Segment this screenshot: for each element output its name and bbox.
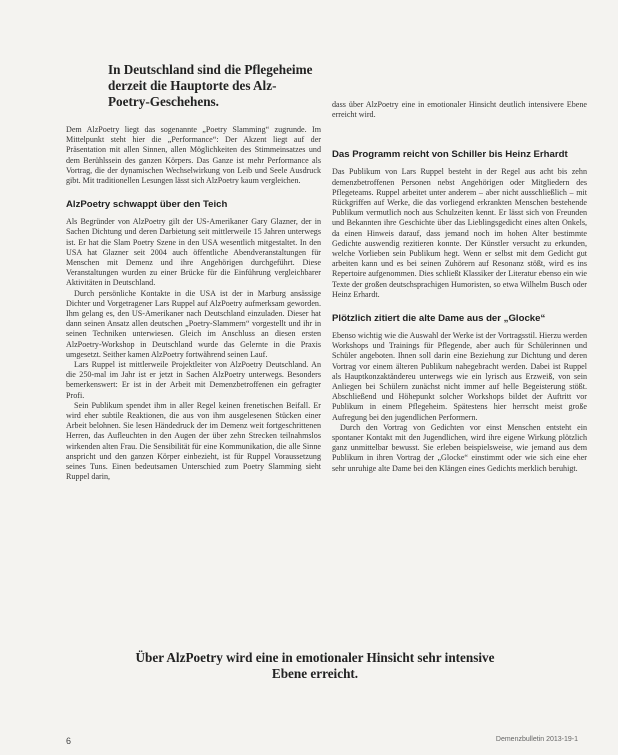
left-column bbox=[66, 125, 321, 483]
paragraph: Sein Publikum spendet ihm in aller Regel keinen frenetischen Beifall. Er wird eher subtile Reaktionen, die aus von ihm ausgelesenen Stücken einer Arbeit belohnen. Sie lesen Händedruck der im Demenz weit fortgeschrittenen Herren, das Aufleuchten in den Augen der über zehn Strecken teilnahmslos wirkenden alten Frau. Die Sensibilität für eine Kommunikation, die alle Sinne anspricht und den ganzen Körper einbezieht, ist für Ruppel Voraussetzung seines Tuns. Einen bedeutsamen Unterschied zum Poetry Slamming sieht Ruppel darin, bbox=[66, 400, 321, 482]
paragraph: Als Begründer von AlzPoetry gilt der US-Amerikaner Gary Glazner, der in Sachen Dichtung und deren Darbietung seit mittlerweile 15 Jahren unterwegs ist. Er hat die Slam Poetry Szene in den USA wesentlich mitgestaltet. In den USA hat Glazner seit 2004 auch öffentliche Abendveranstaltungen für Menschen mit Demenz und ihre Angehörigen durchgeführt. Diese Veranstaltungen wurden zu einer Brücke für die Einführung vergleichbarer Aktivitäten in Deutschland. bbox=[66, 217, 321, 288]
paragraph: Durch persönliche Kontakte in die USA ist der in Marburg ansässige Dichter und Vorgetragener Lars Ruppel auf AlzPoetry aufmerksam geworden. Ihm gelang es, den US-Amerikaner nach Deutschland einzuladen. Dieser hat dann seinen Ansatz allen deutschen „Poetry-Slammern“ vorgestellt und ihr in seinen Techniken unterwiesen. Gleich im Anschluss an diesen ersten AlzPoetry-Workshop in Deutschland wurde das Gelernte in die Praxis umgesetzt. Seither kamen AlzPoetry fortwährend seinen Lauf. bbox=[66, 288, 321, 359]
paragraph: Ebenso wichtig wie die Auswahl der Werke ist der Vortragsstil. Hierzu werden Workshops und Trainings für Pflegende, aber auch für Schülerinnen und Schüler angeboten. Ihnen soll darin eine Beziehung zur Dichtung und deren Vortrag vor einem älteren Publikum nahegebracht werden. Dabei ist Ruppel als Hauptkonzaktändereu unterwegs wie ein lyrisch aus Erzweiß, von sein Anliegen bei Schülern zunächst nicht immer auf helle Begeisterung stößt. Abschließend und Höhepunkt solcher Workshops bildet der Auftritt vor Publikum in einem Pflegeheim. Spätestens hier herrscht meist große Aufregung bei den jugendlichen Performern. bbox=[332, 331, 587, 422]
section-heading-teich: AlzPoetry schwappt über den Teich bbox=[66, 199, 228, 211]
pullquote-bottom: Über AlzPoetry wird eine in emotionaler Hinsicht sehr intensive Ebene erreicht. bbox=[135, 650, 495, 681]
section-heading-glocke: Plötzlich zitiert die alte Dame aus der „Glocke“ bbox=[332, 313, 546, 325]
paragraph: Das Publikum von Lars Ruppel besteht in der Regel aus acht bis zehn demenzbetroffenen Personen nebst Angehörigen oder Mitgliedern des Pflegeteams. Ruppel arbeitet unter anderem – aber nicht ausschließlich – mit Rückgriffen auf Werke, die das vorliegend erkrankten Menschen bestehende Publikum vermutlich noch aus Schulzeiten kennt. Er lässt sich von Freunden und Bekannten ihre Geschichte über das Lieblingsgedicht eines alten Onkels, da einen Hinweis darauf, dass jemand noch im hohen Alter bestimmte Gedichte auswendig rezitieren konnte. Der Künstler versucht zu erkunden, welche Vorlieben sein Publikum hegt. Wenn er selbst mit dem Gedicht gut arbeiten kann und es bei seinen Zuhörern auf Resonanz stößt, wird es ins Repertoire aufgenommen. Dies schließt Klassiker der Literatur ebenso ein wie Texte der großen deutschsprachigen Humoristen, so etwa Wilhelm Busch oder Heinz Erhardt. bbox=[332, 167, 587, 299]
page-number: 6 bbox=[66, 736, 72, 746]
continuation-paragraph: dass über AlzPoetry eine in emotionaler Hinsicht deutlich intensivere Ebene erreicht wird. bbox=[332, 100, 587, 120]
section-heading-programm: Das Programm reicht von Schiller bis Heinz Erhardt bbox=[332, 149, 568, 161]
publication-footer: Demenzbulletin 2013-19-1 bbox=[495, 736, 578, 743]
intro-paragraph: Dem AlzPoetry liegt das sogenannte „Poetry Slamming“ zugrunde. Im Mittelpunkt steht hier die „Performance“: Der Akzent liegt auf der Präsentation mit allen Sinnen, allen Möglichkeiten des Stimmeinsatzes und dem Berühlssein des ganzen Körpers. Das Ganze ist mehr Performance als Vortrag, die der dynamischen Wechselwirkung von Leib und Seele Ausdruck gibt. Mit traditionellen Lesungen lässt sich AlzPoetry kaum vergleichen. bbox=[66, 125, 321, 186]
pullquote-top: In Deutschland sind die Pflegeheime derzeit die Hauptorte des Alz-Poetry-Geschehens. bbox=[108, 62, 313, 109]
paragraph: Lars Ruppel ist mittlerweile Projektleiter von AlzPoetry Deutschland. An die 250-mal im Jahr ist er jetzt in Sachen AlzPoetry unterwegs. Besonders bemerkenswert: Er ist in der Arbeit mit Demenzbetroffenen ein gefragter Profi. bbox=[66, 360, 321, 400]
paragraph: Durch den Vortrag von Gedichten vor einst Menschen entsteht ein spontaner Kontakt mit den Jugendlichen, wird ihre eigene Wirkung plötzlich ganz unmittelbar bewusst. Sie erleben beispielsweise, wie jemand aus dem Publikum in ihren Vortrag der „Glocke“ einstimmt oder wie sich eine eher sehr unruhige alte Dame bei den Klängen eines Gedichts merklich beruhigt. bbox=[332, 422, 587, 473]
right-column bbox=[332, 100, 587, 474]
